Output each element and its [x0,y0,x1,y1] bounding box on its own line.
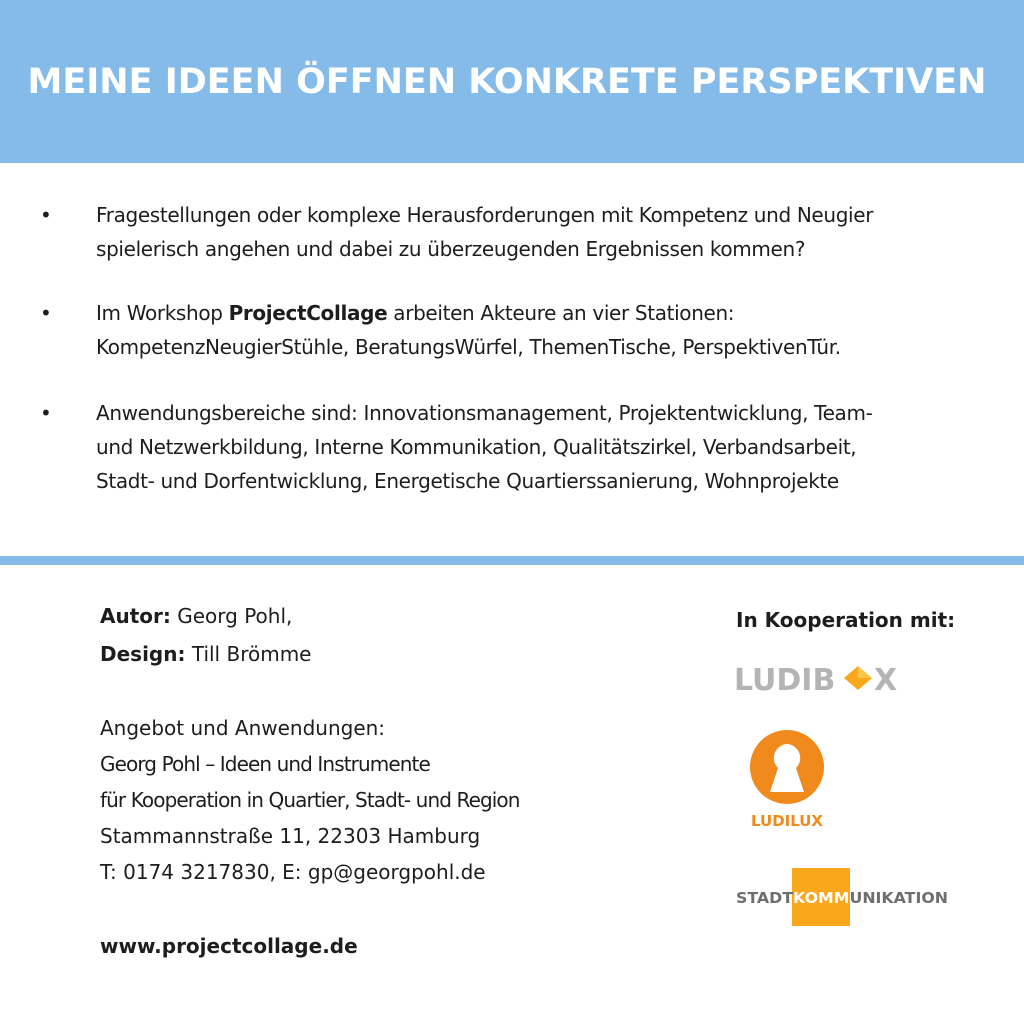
ludibox-logo [734,658,904,698]
header-banner [0,0,1024,163]
workshop-intro: Im Workshop [96,301,229,325]
stadtkomm-text: STADT KOMM UNIKATION [736,889,944,907]
list-item-line: KompetenzNeugierStühle, BeratungsWürfel, ThemenTische, PerspektivenTür. [96,335,841,359]
offer-heading: Angebot und Anwendungen: [100,716,386,740]
ludibox-text-right: X [874,663,898,698]
org-line-1: Georg Pohl – Ideen und Instrumente [100,752,430,776]
workshop-name: ProjectCollage [228,301,388,325]
author-value: Georg Pohl, [170,604,293,628]
bullet-dot: • [40,203,52,227]
list-item-line: und Netzwerkbildung, Interne Kommunikation, Qualitätszirkel, Verbandsarbeit, [96,435,857,459]
website-link[interactable]: www.projectcollage.de [100,934,358,958]
page-title: MEINE IDEEN ÖFFNEN KONKRETE PERSPEKTIVEN [27,62,987,102]
ludilux-text: LUDILUX [750,812,824,830]
author-label: Autor: [100,604,171,628]
bullet-dot: • [40,301,52,325]
design-label: Design: [100,642,186,666]
section-divider [0,556,1024,565]
contact: T: 0174 3217830, E: gp@georgpohl.de [100,860,486,884]
stadtkommunikation-logo [736,866,956,930]
list-item-line: Fragestellungen oder komplexe Herausforderungen mit Kompetenz und Neugier [96,203,874,227]
list-item-line: spielerisch angehen und dabei zu überzeugenden Ergebnissen kommen? [96,237,806,261]
workshop-description: arbeiten Akteure an vier Stationen: [387,301,735,325]
design-value: Till Brömme [185,642,312,666]
ludilux-logo [744,730,834,835]
partners-heading: In Kooperation mit: [736,608,956,632]
design-line [100,642,311,666]
ludibox-diamond-icon [844,666,872,690]
ludibox-text-left: LUDIB [734,663,836,698]
list-item-line [96,296,976,330]
address: Stammannstraße 11, 22303 Hamburg [100,824,481,848]
list-item-line: Anwendungsbereiche sind: Innovationsmanagement, Projektentwicklung, Team- [96,401,873,425]
author-line [100,604,292,628]
org-line-2: für Kooperation in Quartier, Stadt- und Region [100,788,520,812]
list-item-line: Stadt- und Dorfentwicklung, Energetische Quartierssanierung, Wohnprojekte [96,469,839,493]
bullet-dot: • [40,401,52,425]
